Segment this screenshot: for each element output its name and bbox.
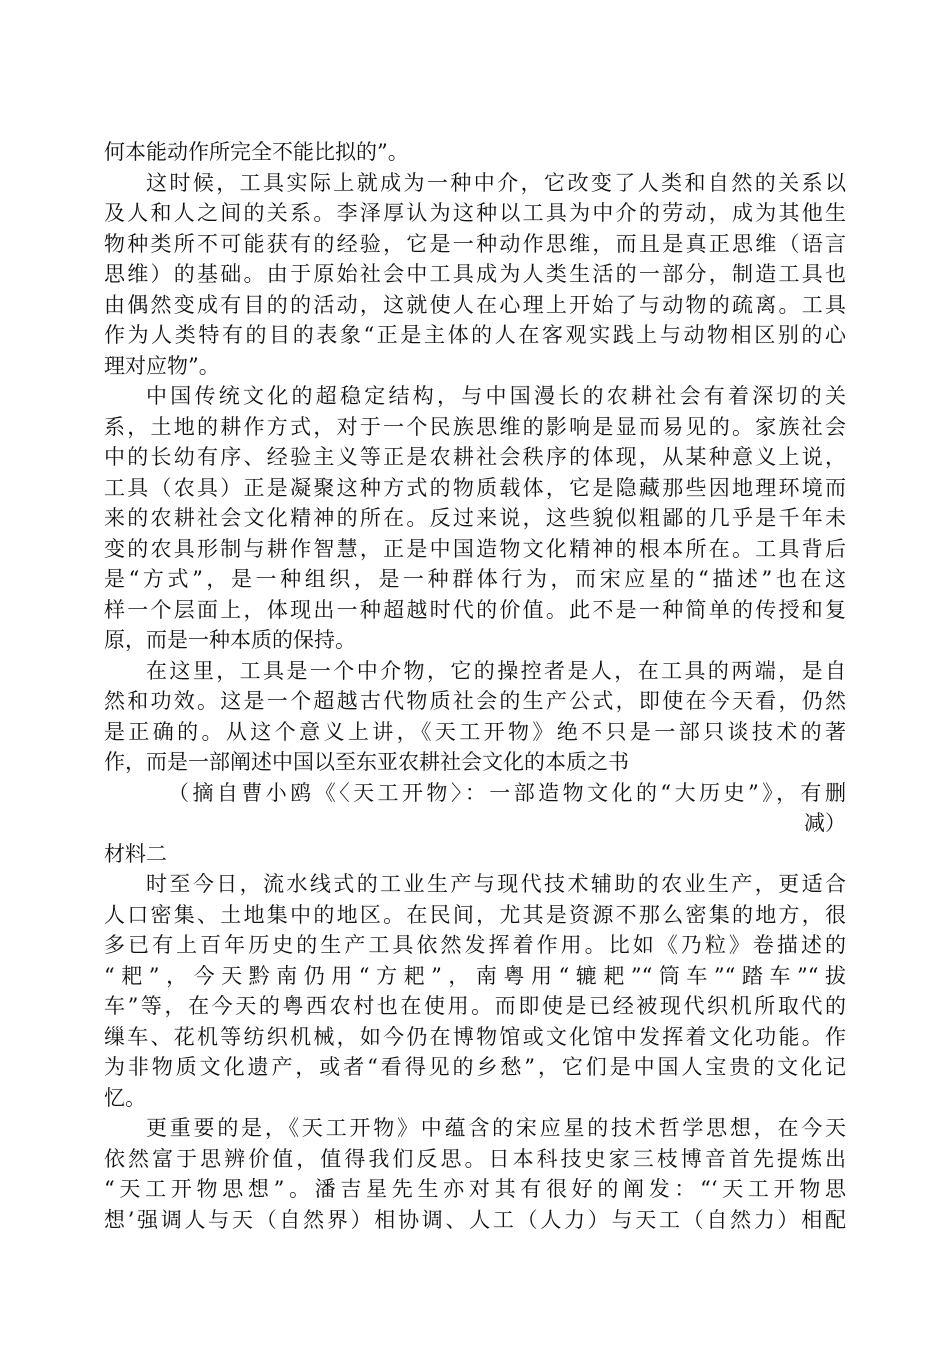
text-line: 系，土地的耕作方式，对于一个民族思维的影响是显而易见的。家族社会 [104, 414, 846, 439]
text-line: 多已有上百年历史的生产工具依然发挥着作用。比如《乃粒》卷描述的 [104, 933, 846, 957]
paragraph-continued [104, 137, 846, 168]
text-line: 由偶然变成有目的的活动，这就使人在心理上开始了与动物的疏离。工具 [104, 292, 846, 317]
paragraph-tools-today [104, 869, 846, 1113]
text-line: 时至今日，流水线式的工业生产与现代技术辅助的农业生产，更适合 [146, 872, 846, 896]
text-line: 中的长幼有序、经验主义等正是农耕社会秩序的体现，从某种意义上说， [104, 445, 846, 469]
text-line: 在这里，工具是一个中介物，它的操控者是人，在工具的两端，是自 [146, 658, 846, 683]
text-line: 更重要的是，《天工开物》中蕴含的宋应星的技术哲学思想，在今天 [146, 1116, 846, 1140]
text-line: 人口密集、土地集中的地区。在民间，尤其是资源不那么密集的地方，很 [104, 902, 846, 927]
paragraph-tool-as-medium [104, 168, 846, 382]
citation-line-end: 减） [804, 811, 846, 835]
text-line: 这时候，工具实际上就成为一种中介，它改变了人类和自然的关系以 [146, 170, 846, 195]
text-line: 变的农具形制与耕作智慧，正是中国造物文化精神的根本所在。工具背后 [104, 536, 846, 561]
paragraph-traditional-culture [104, 381, 846, 656]
text-line: 作为人类特有的目的表象“正是主体的人在客观实践上与动物相区别的心 [104, 323, 846, 347]
text-line: 原，而是一种本质的保持。 [104, 628, 356, 652]
text-line: 车”等，在今天的粤西农村也在使用。而即使是已经被现代织机所取代的 [104, 994, 846, 1018]
text-line: 中国传统文化的超稳定结构，与中国漫长的农耕社会有着深切的关 [146, 384, 846, 408]
text-line: 何本能动作所完全不能比拟的”。 [104, 140, 409, 164]
text-line: “耙”，今天黔南仍用“方耙”，南粤用“辘耙”“筒车”“踏车”“拔 [104, 963, 846, 988]
text-line: 样一个层面上，体现出一种超越时代的价值。此不是一种简单的传授和复 [104, 597, 846, 622]
paragraph-tool-intermediary [104, 656, 846, 778]
text-line: 理对应物”。 [104, 353, 220, 378]
text-line: 是“方式”，是一种组织，是一种群体行为，而宋应星的“描述”也在这 [104, 567, 846, 591]
text-line: 来的农耕社会文化精神的所在。反过来说，这些貌似粗鄙的几乎是千年未 [104, 506, 846, 530]
text-line: 然和功效。这是一个超越古代物质社会的生产公式，即使在今天看，仍然 [104, 689, 846, 713]
text-line: 思维）的基础。由于原始社会中工具成为人类生活的一部分，制造工具也 [104, 262, 846, 286]
text-line: 是正确的。从这个意义上讲，《天工开物》绝不只是一部只谈技术的著 [104, 719, 846, 744]
source-citation [104, 778, 846, 839]
text-line: 为非物质文化遗产，或者“看得见的乡愁”，它们是中国人宝贵的文化记 [104, 1055, 846, 1079]
document-page [104, 137, 846, 1235]
text-line: 作，而是一部阐述中国以至东亚农耕社会文化的本质之书 [104, 750, 629, 774]
text-line: 物种类所不可能获有的经验，它是一种动作思维，而且是真正思维（语言 [104, 231, 846, 256]
material-two-heading: 材料二 [104, 841, 167, 866]
text-line: 忆。 [104, 1085, 146, 1110]
text-line: “天工开物思想”。潘吉星先生亦对其有很好的阐发：“‘天工开物思 [104, 1177, 846, 1201]
text-line: 想’强调人与天（自然界）相协调、人工（人力）与天工（自然力）相配 [104, 1207, 846, 1232]
paragraph-philosophy [104, 1113, 846, 1235]
text-line: 依然富于思辨价值，值得我们反思。日本科技史家三枝博音首先提炼出 [104, 1146, 846, 1171]
citation-line: （摘自曹小鸥《〈天工开物〉：一部造物文化的“大历史”》，有删 [168, 780, 846, 805]
text-line: 工具（农具）正是凝聚这种方式的物质载体，它是隐藏那些因地理环境而 [104, 475, 846, 500]
text-line: 缫车、花机等纺织机械，如今仍在博物馆或文化馆中发挥着文化功能。作 [104, 1024, 846, 1049]
text-line: 及人和人之间的关系。李泽厚认为这种以工具为中介的劳动，成为其他生 [104, 201, 846, 225]
